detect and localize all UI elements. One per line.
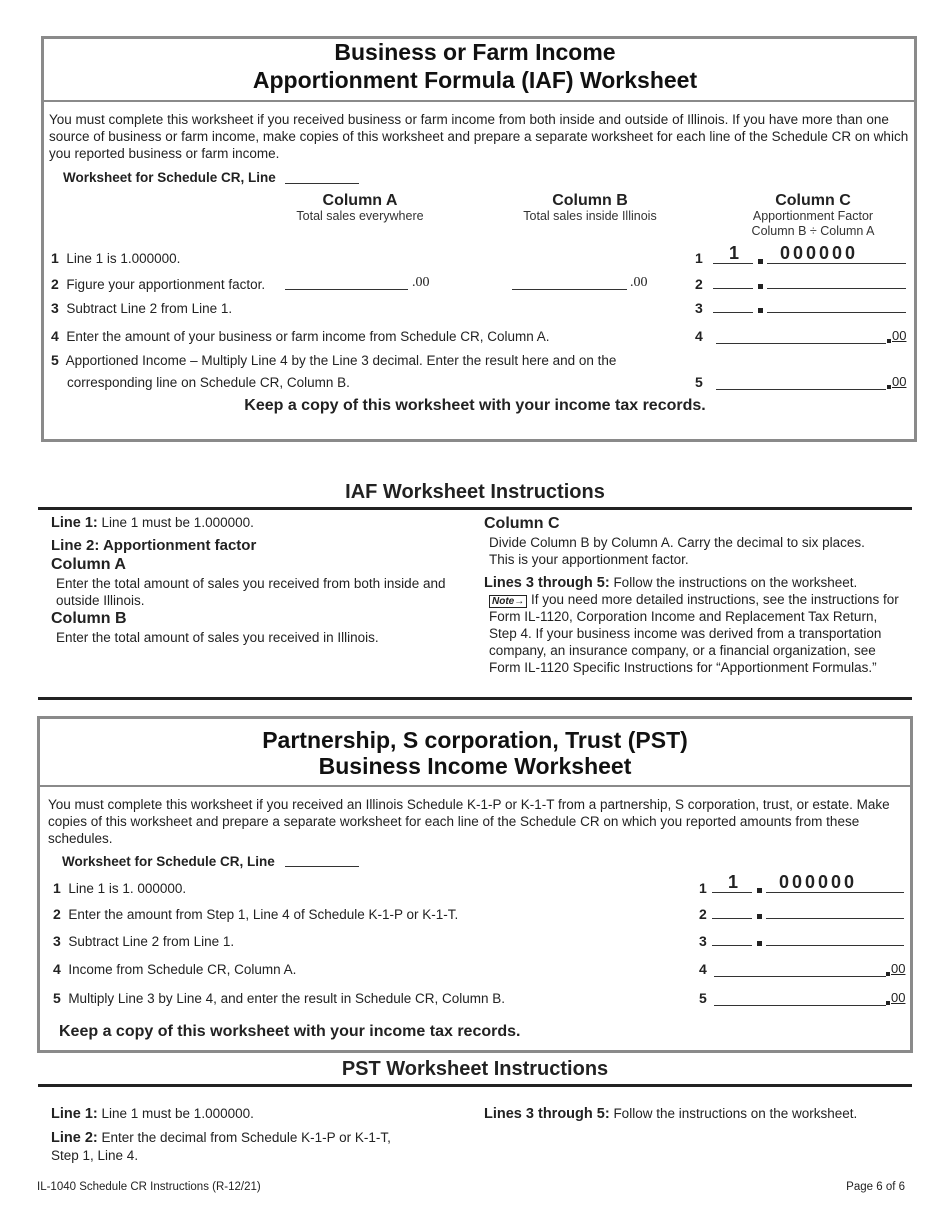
iaf-line-5	[51, 352, 671, 369]
iaf-line-2-col-a-cents: .00	[412, 275, 430, 290]
iaf-title-divider	[43, 100, 915, 102]
iaf-line-1	[51, 250, 180, 267]
iaf-line-4-decimal-point	[887, 339, 891, 343]
iaf-line-5-text: Apportioned Income – Multiply Line 4 by the Line 3 decimal. Enter the result here and on the	[65, 353, 617, 368]
iaf-line-5-cents: 00	[892, 374, 907, 389]
iaf-line-2	[51, 276, 265, 293]
iaf-line-4-amount-field[interactable]	[716, 343, 886, 344]
iaf-instr-line1	[51, 514, 254, 532]
iaf-line-4	[51, 328, 550, 345]
iaf-instr-bottom-rule	[38, 697, 912, 700]
footer-page-number: Page 6 of 6	[846, 1181, 905, 1193]
pst-line-3-right-num: 3	[699, 933, 707, 949]
pst-line-3-text: Subtract Line 2 from Line 1.	[68, 934, 235, 949]
pst-line-5-right-num: 5	[699, 990, 707, 1006]
iaf-line-4-text: Enter the amount of your business or farm income from Schedule CR, Column A.	[66, 329, 550, 344]
pst-worksheet-for-label	[62, 853, 275, 870]
pst-line-2-decimal-point	[757, 914, 762, 919]
pst-line-1	[53, 880, 186, 897]
iaf-line-3-num: 3	[51, 300, 59, 316]
note-icon-label: Note	[492, 596, 515, 607]
pst-line-5-decimal-point	[886, 1001, 890, 1005]
iaf-instr-title: IAF Worksheet Instructions	[345, 481, 605, 503]
iaf-col-a-sub: Total sales everywhere	[296, 209, 424, 223]
iaf-col-a-head: Column A	[322, 192, 398, 209]
pst-line-2	[53, 906, 458, 923]
pst-line-1-decimal-point	[757, 888, 762, 893]
iaf-col-b-head: Column B	[552, 192, 628, 209]
iaf-line-1-num: 1	[51, 250, 59, 266]
pst-line-4-decimal-point	[886, 972, 890, 976]
iaf-instr-col-a-text: Enter the total amount of sales you received from both inside and outside Illinois.	[56, 576, 446, 608]
iaf-instr-line1-label: Line 1:	[51, 515, 98, 531]
iaf-worksheet-for-text: Worksheet for Schedule CR, Line	[63, 170, 276, 185]
pst-instr-line2-label: Line 2:	[51, 1130, 98, 1146]
iaf-line-3-text: Subtract Line 2 from Line 1.	[66, 301, 233, 316]
pst-line-3-num: 3	[53, 933, 61, 949]
iaf-line-2-num: 2	[51, 276, 59, 292]
iaf-line-2-col-b-cents: .00	[630, 275, 648, 290]
pst-line-2-whole-field[interactable]	[712, 918, 752, 919]
pst-line-1-num: 1	[53, 880, 61, 896]
pst-title-line2: Business Income Worksheet	[318, 753, 632, 779]
iaf-instr-line1-text: Line 1 must be 1.000000.	[101, 515, 254, 530]
pst-instr-top-rule	[38, 1084, 912, 1087]
pst-intro: You must complete this worksheet if you received an Illinois Schedule K-1-P or K-1-T from a partnership, S corporation, trust, or estate. Make copies of this worksheet and prepare a separate worksheet for each line of the Schedule CR on which you reported amounts from these schedules.	[48, 797, 890, 846]
iaf-line-3-right-num: 3	[695, 300, 703, 316]
pst-line-2-num: 2	[53, 906, 61, 922]
iaf-instr-line2-label: Line 2: Apportionment factor	[51, 537, 257, 554]
pst-line-3-decimal-field[interactable]	[766, 945, 904, 946]
pst-line-4-text: Income from Schedule CR, Column A.	[68, 962, 297, 977]
pst-instr-line2-text: Enter the decimal from Schedule K-1-P or K-1-T, Step 1, Line 4.	[51, 1130, 391, 1163]
pst-line-3-whole-field[interactable]	[712, 945, 752, 946]
pst-line-2-text: Enter the amount from Step 1, Line 4 of Schedule K-1-P or K-1-T.	[68, 907, 459, 922]
iaf-line-1-right-num: 1	[695, 250, 703, 266]
iaf-instr-lines35-text: Follow the instructions on the worksheet.	[613, 575, 858, 590]
pst-instr-line1	[51, 1105, 254, 1123]
footer-form-id: IL-1040 Schedule CR Instructions (R-12/21)	[37, 1181, 261, 1193]
iaf-line-1-decimal-point	[758, 259, 763, 264]
pst-instr-lines35-label: Lines 3 through 5:	[484, 1106, 610, 1122]
iaf-instr-col-b-head: Column B	[51, 610, 127, 627]
iaf-col-c-sub1: Apportionment Factor	[752, 209, 874, 223]
iaf-instr-col-b-text: Enter the total amount of sales you received in Illinois.	[56, 630, 379, 645]
pst-title-line1: Partnership, S corporation, Trust (PST)	[262, 727, 688, 753]
pst-line-3	[53, 933, 234, 950]
pst-instr-lines35-text: Follow the instructions on the worksheet.	[613, 1106, 858, 1121]
pst-worksheet-line-field[interactable]	[285, 866, 359, 867]
pst-line-5-num: 5	[53, 990, 61, 1006]
pst-line-4	[53, 961, 296, 978]
iaf-title-line2: Apportionment Formula (IAF) Worksheet	[252, 67, 698, 93]
iaf-instr-top-rule	[38, 507, 912, 510]
iaf-col-c-sub2: Column B ÷ Column A	[751, 224, 875, 238]
iaf-instr-note-text: If you need more detailed instructions, see the instructions for Form IL-1120, Corporation Income and Replacement Tax Return, Step 4. If your business income was derived from a transportation company, an insurance company, or a financial organization, see Form IL-1120 Specific Instructions for “Apportionment Formulas.”	[489, 592, 899, 675]
iaf-line-4-num: 4	[51, 328, 59, 344]
iaf-line-5-amount-field[interactable]	[716, 389, 886, 390]
pst-instr-lines35	[484, 1105, 857, 1123]
iaf-instr-note	[489, 591, 904, 676]
iaf-line-2-right-num: 2	[695, 276, 703, 292]
pst-line-1-whole: 1	[728, 872, 742, 892]
iaf-col-b-sub: Total sales inside Illinois	[523, 209, 657, 223]
iaf-line-2-decimal-point	[758, 284, 763, 289]
pst-line-2-right-num: 2	[699, 906, 707, 922]
pst-title-divider	[39, 785, 911, 787]
iaf-intro: You must complete this worksheet if you received business or farm income from both inside and outside of Illinois. If you have more than one source of business or farm income, make copies of this worksheet and prepare a separate worksheet for each line of the Schedule CR on which you reported business or farm income.	[49, 112, 909, 161]
pst-instr-line2	[51, 1129, 421, 1164]
iaf-instr-col-c-text: Divide Column B by Column A. Carry the decimal to six places. This is your apportionment factor.	[489, 535, 865, 567]
iaf-line-1-decimal: 000000	[780, 243, 859, 263]
pst-line-1-right-num: 1	[699, 880, 707, 896]
iaf-line-5-num: 5	[51, 352, 59, 368]
iaf-line-4-right-num: 4	[695, 328, 703, 344]
iaf-line-4-cents: 00	[892, 328, 907, 343]
pst-line-4-amount-field[interactable]	[714, 976, 886, 977]
iaf-line-3	[51, 300, 232, 317]
pst-line-4-cents: 00	[891, 961, 906, 976]
pst-line-5-cents: 00	[891, 990, 906, 1005]
iaf-instr-col-c-head: Column C	[484, 515, 560, 532]
iaf-title-line1: Business or Farm Income	[334, 39, 616, 65]
pst-line-4-right-num: 4	[699, 961, 707, 977]
pst-instr-line1-text: Line 1 must be 1.000000.	[101, 1106, 254, 1121]
iaf-line-2-decimal-field[interactable]	[767, 288, 906, 289]
note-icon: Note→	[489, 595, 527, 608]
iaf-line-5-decimal-point	[887, 385, 891, 389]
iaf-line-3-decimal-field[interactable]	[767, 312, 906, 313]
pst-line-3-decimal-point	[757, 941, 762, 946]
iaf-worksheet-for-label	[63, 169, 276, 186]
pst-line-5-amount-field[interactable]	[714, 1005, 886, 1006]
pst-line-5	[53, 990, 505, 1007]
iaf-line-1-whole: 1	[729, 243, 743, 263]
pst-instr-title: PST Worksheet Instructions	[341, 1058, 609, 1080]
pst-line-5-text: Multiply Line 3 by Line 4, and enter the result in Schedule CR, Column B.	[68, 991, 506, 1006]
iaf-line-2-col-b-field[interactable]	[512, 289, 627, 290]
iaf-instr-col-a-head: Column A	[51, 556, 126, 573]
iaf-line-5-text2: corresponding line on Schedule CR, Column B.	[67, 375, 350, 390]
iaf-instr-lines35	[484, 574, 904, 592]
pst-line-2-decimal-field[interactable]	[766, 918, 904, 919]
pst-worksheet-for-text: Worksheet for Schedule CR, Line	[62, 854, 275, 869]
iaf-line-3-whole-field[interactable]	[713, 312, 753, 313]
iaf-keep-copy: Keep a copy of this worksheet with your income tax records.	[244, 397, 706, 414]
pst-keep-copy: Keep a copy of this worksheet with your income tax records.	[59, 1023, 521, 1040]
iaf-line-2-whole-field[interactable]	[713, 288, 753, 289]
iaf-line-2-text: Figure your apportionment factor.	[66, 277, 266, 292]
iaf-worksheet-line-field[interactable]	[285, 183, 359, 184]
iaf-instr-lines35-label: Lines 3 through 5:	[484, 575, 610, 591]
iaf-line-3-decimal-point	[758, 308, 763, 313]
iaf-col-c-head: Column C	[775, 192, 851, 209]
pst-instr-line1-label: Line 1:	[51, 1106, 98, 1122]
iaf-line-1-text: Line 1 is 1.000000.	[66, 251, 181, 266]
pst-line-4-num: 4	[53, 961, 61, 977]
pst-line-1-decimal: 000000	[779, 872, 858, 892]
pst-line-1-text: Line 1 is 1. 000000.	[68, 881, 187, 896]
iaf-line-2-col-a-field[interactable]	[285, 289, 408, 290]
iaf-line-5-right-num: 5	[695, 374, 703, 390]
